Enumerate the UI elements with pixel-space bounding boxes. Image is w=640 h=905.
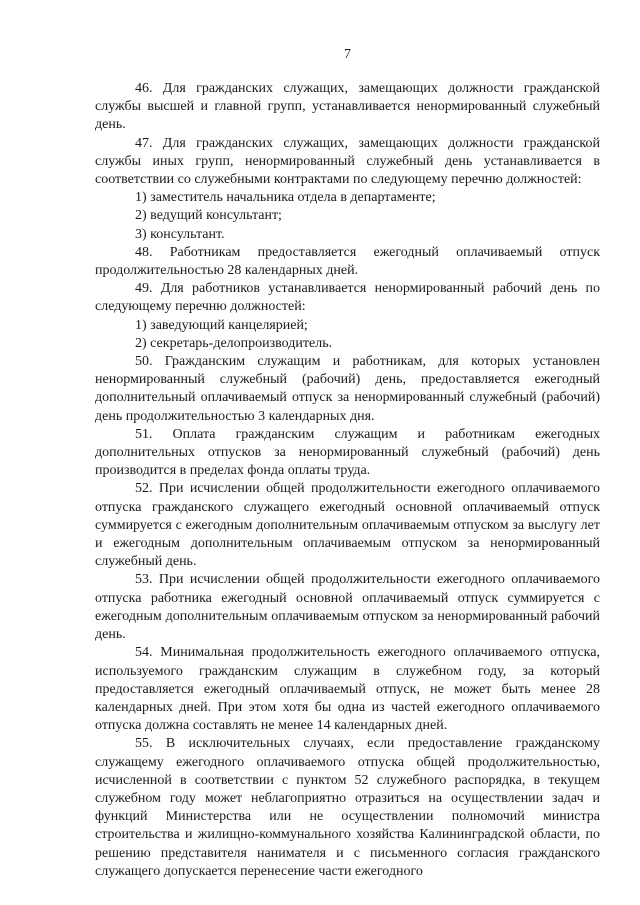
paragraph: 55. В исключительных случаях, если предоставление гражданскому служащему ежегодного оплачиваемого отпуска общей продолжительностью, исчисленной в соответствии с пунктом 52 служебного распорядка, в текущем служебном году может неблагоприятно отразиться на осуществлении задач и функций Министерства или не осуществлении полномочий министра строительства и жилищно-коммунального хозяйства Калининградской области, по решению представителя нанимателя и с письменного согласия гражданского служащего допускается перенесение части ежегодного <box>95 736 600 879</box>
list-item: 2) секретарь-делопроизводитель. <box>135 335 333 351</box>
document-body <box>95 80 600 881</box>
paragraph: 50. Гражданским служащим и работникам, для которых установлен ненормированный служебный (рабочий) день, предоставляется ежегодный дополнительный оплачиваемый отпуск за ненормированный служебный (рабочий) день продолжительностью 3 календарных дня. <box>95 354 600 424</box>
page-number: 7 <box>344 47 351 62</box>
paragraph: 53. При исчислении общей продолжительности ежегодного оплачиваемого отпуска работника ежегодный основной оплачиваемый отпуск суммируется с ежегодным дополнительным оплачиваемым отпуском за ненормированный рабочий день. <box>95 572 600 643</box>
paragraph: 54. Минимальная продолжительность ежегодного оплачиваемого отпуска, используемого гражданским служащим в служебном году, за который предоставляется ежегодный оплачиваемый отпуск, не может быть менее 28 календарных дней. При этом хотя бы одна из частей ежегодного оплачиваемого отпуска должна составлять не менее 14 календарных дней. <box>95 645 600 734</box>
paragraph: 48. Работникам предоставляется ежегодный оплачиваемый отпуск продолжительностью 28 календарных дней. <box>95 244 600 279</box>
paragraph: 51. Оплата гражданским служащим и работникам ежегодных дополнительных отпусков за ненормированный служебный (рабочий) день производится в пределах фонда оплаты труда. <box>95 426 600 479</box>
list-item: 3) консультант. <box>135 226 225 242</box>
paragraph: 52. При исчислении общей продолжительности ежегодного оплачиваемого отпуска гражданского служащего ежегодный основной оплачиваемый отпуск суммируется с ежегодным дополнительным оплачиваемым отпуском за выслугу лет и ежегодным дополнительным оплачиваемым отпуском за ненормированный служебный день. <box>95 481 600 570</box>
paragraph: 47. Для гражданских служащих, замещающих должности гражданской службы иных групп, ненормированный служебный день устанавливается в соответствии со служебными контрактами по следующему перечню должностей: <box>95 135 600 188</box>
list-item: 1) заведующий канцелярией; <box>135 317 308 333</box>
paragraph: 46. Для гражданских служащих, замещающих должности гражданской службы высшей и главной групп, устанавливается ненормированный служебный день. <box>95 81 600 133</box>
list-item: 1) заместитель начальника отдела в департаменте; <box>135 190 436 206</box>
list-item: 2) ведущий консультант; <box>135 208 282 224</box>
paragraph: 49. Для работников устанавливается ненормированный рабочий день по следующему перечню должностей: <box>95 281 600 315</box>
